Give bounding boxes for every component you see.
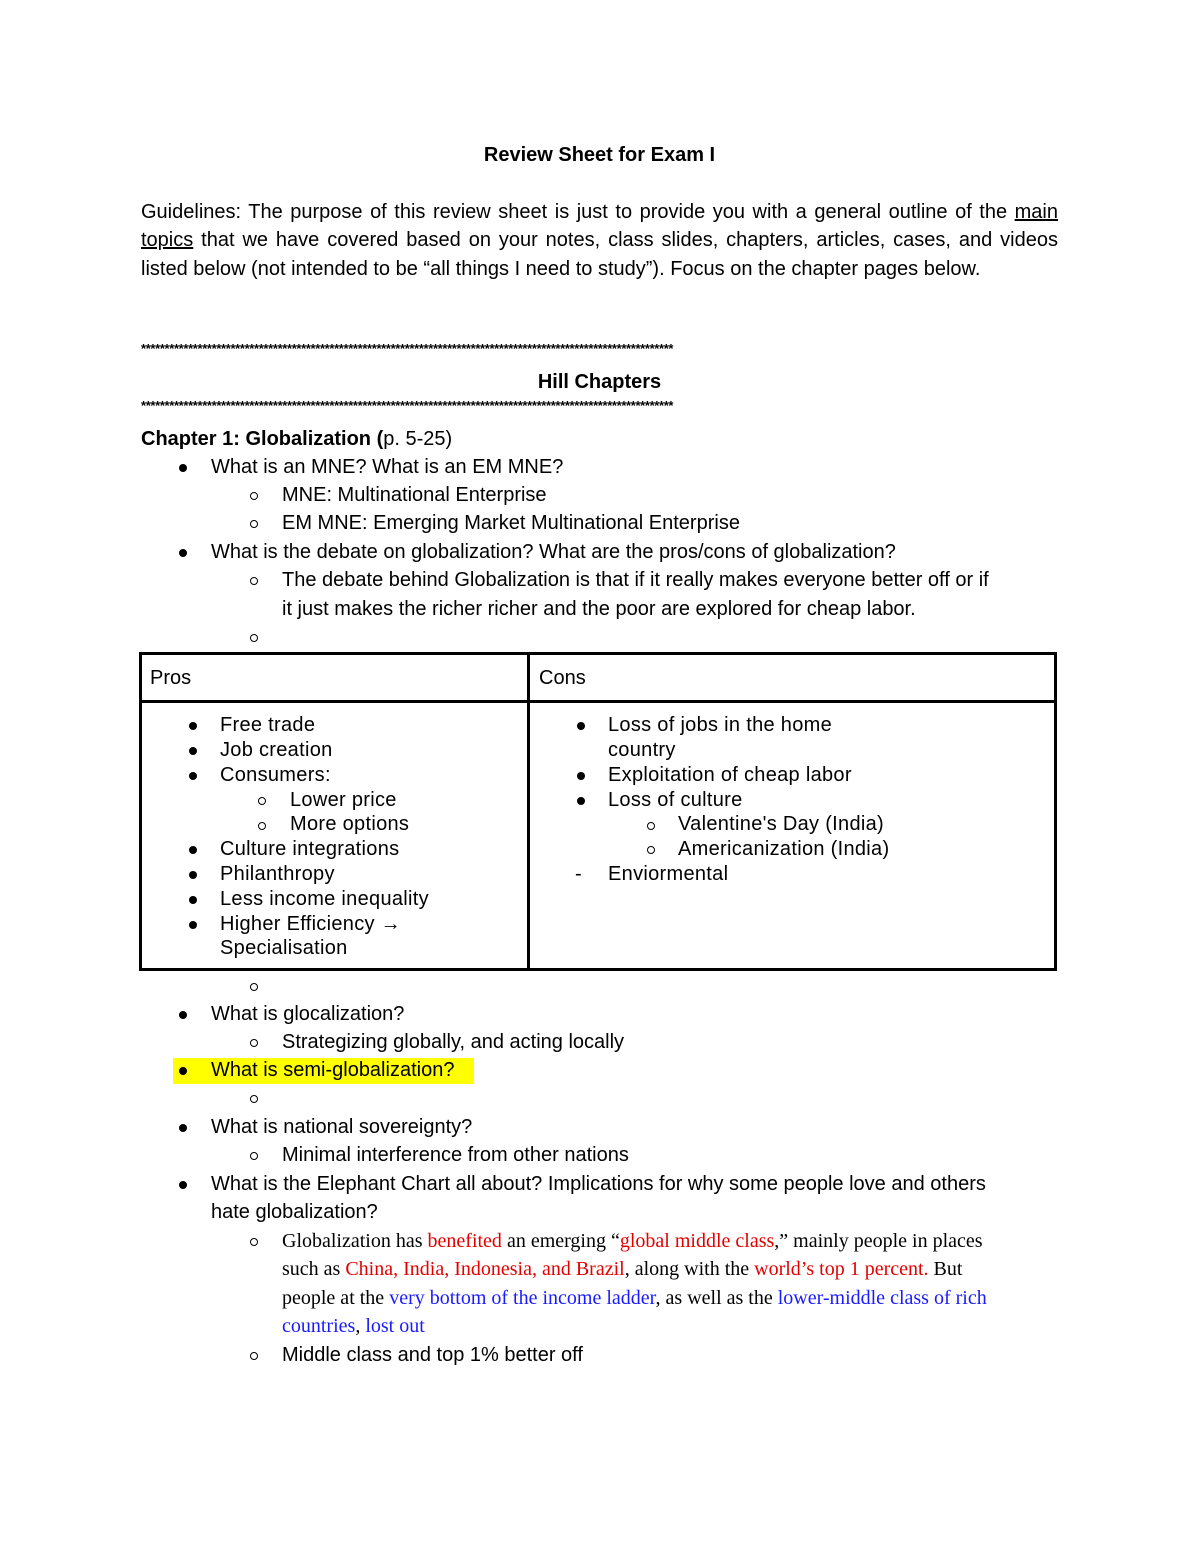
- chapter-heading: [141, 425, 452, 453]
- hollow-bullet-icon: [250, 1352, 258, 1360]
- guidelines-prefix: Guidelines: The purpose of this review sheet is just to provide you with a general outline of the: [141, 201, 1015, 223]
- hollow-bullet-icon: [250, 1152, 258, 1160]
- cons-item: Exploitation of cheap labor: [608, 764, 852, 786]
- list-item: EM MNE: Emerging Market Multinational Enterprise: [282, 512, 740, 534]
- list-item: Strategizing globally, and acting locally: [282, 1031, 625, 1053]
- quote-text: ,” mainly people in places: [774, 1230, 983, 1252]
- cons-header: Cons: [539, 667, 586, 689]
- list-item: What is the Elephant Chart all about? Implications for why some people love and others: [211, 1173, 986, 1195]
- bullet-icon: [179, 1011, 187, 1019]
- quote-red-text: global middle class: [619, 1230, 775, 1252]
- pros-header: Pros: [150, 667, 192, 689]
- elephant-quote-line: [282, 1255, 962, 1283]
- pros-subitem: More options: [290, 813, 410, 835]
- bullet-icon: [179, 464, 187, 472]
- quote-text: Globalization has: [282, 1230, 428, 1252]
- list-item: Middle class and top 1% better off: [282, 1344, 583, 1366]
- list-item: What is glocalization?: [211, 1003, 405, 1025]
- hollow-bullet-icon: [250, 1095, 258, 1103]
- bullet-icon: [179, 1067, 187, 1075]
- chapter-title: Chapter 1: Globalization (: [141, 428, 384, 450]
- cons-subitem: Valentine's Day (India): [678, 813, 885, 835]
- pros-item: Philanthropy: [220, 863, 335, 885]
- quote-text: , along with the: [624, 1258, 755, 1280]
- bullet-icon: [189, 921, 197, 929]
- quote-red-text: world’s top 1 percent.: [754, 1258, 929, 1280]
- pros-item: Job creation: [220, 739, 333, 761]
- pros-item: Specialisation: [220, 937, 348, 959]
- star-divider-bottom: *****************************************************************************************************************: [141, 399, 674, 413]
- table-divider: [142, 700, 1054, 703]
- hollow-bullet-icon: [250, 520, 258, 528]
- pros-subitem: Lower price: [290, 789, 397, 811]
- bullet-icon: [577, 772, 585, 780]
- hollow-bullet-icon: [258, 797, 266, 805]
- hollow-bullet-icon: [250, 577, 258, 585]
- list-item: Minimal interference from other nations: [282, 1144, 629, 1166]
- bullet-icon: [189, 747, 197, 755]
- guidelines-underlined: main topics: [141, 201, 1058, 252]
- pros-item: Consumers:: [220, 764, 331, 786]
- quote-text: people at the: [282, 1287, 390, 1309]
- hollow-bullet-icon: [647, 822, 655, 830]
- list-item: What is the debate on globalization? What are the pros/cons of globalization?: [211, 541, 896, 563]
- hollow-bullet-icon: [250, 1238, 258, 1246]
- cons-item: Loss of culture: [608, 789, 743, 811]
- cons-item: Loss of jobs in the home: [608, 714, 832, 736]
- quote-blue-text: lower-middle class of rich: [777, 1287, 987, 1309]
- hollow-bullet-icon: [250, 634, 258, 642]
- hollow-bullet-icon: [647, 846, 655, 854]
- bullet-icon: [577, 722, 585, 730]
- list-item: What is an MNE? What is an EM MNE?: [211, 456, 564, 478]
- bullet-icon: [189, 871, 197, 879]
- quote-blue-text: countries: [282, 1315, 356, 1337]
- dash-marker: -: [575, 863, 582, 885]
- cons-subitem: Americanization (India): [678, 838, 890, 860]
- bullet-icon: [189, 846, 197, 854]
- quote-text: But: [928, 1258, 963, 1280]
- page-title: Review Sheet for Exam I: [483, 144, 716, 166]
- pros-item: Culture integrations: [220, 838, 400, 860]
- pros-cons-table: [139, 652, 1057, 971]
- pros-item: Less income inequality: [220, 888, 429, 910]
- list-item: hate globalization?: [211, 1201, 378, 1223]
- bullet-icon: [189, 772, 197, 780]
- bullet-icon: [179, 1124, 187, 1132]
- quote-blue-text: lost out: [365, 1315, 425, 1337]
- pros-item: Higher Efficiency →: [220, 913, 401, 935]
- cons-item: country: [608, 739, 676, 761]
- hollow-bullet-icon: [250, 983, 258, 991]
- bullet-icon: [179, 1181, 187, 1189]
- list-item: The debate behind Globalization is that if it really makes everyone better off or if: [282, 569, 989, 591]
- quote-text: such as: [282, 1258, 346, 1280]
- star-divider-top: *****************************************************************************************************************: [141, 342, 674, 356]
- guidelines-suffix: that we have covered based on your notes, class slides, chapters, articles, cases, and videos listed below (not intended to be “all things I need to study”). Focus on the chapter pages below.: [141, 229, 1058, 280]
- quote-blue-text: very bottom of the income ladder: [389, 1287, 656, 1309]
- bullet-icon: [577, 797, 585, 805]
- elephant-quote-line: [282, 1312, 425, 1340]
- quote-red-text: China, India, Indonesia, and Brazil: [345, 1258, 625, 1280]
- list-item: MNE: Multinational Enterprise: [282, 484, 547, 506]
- quote-red-text: benefited: [427, 1230, 502, 1252]
- pros-item: Free trade: [220, 714, 316, 736]
- chapter-pages: p. 5-25): [383, 428, 453, 450]
- elephant-quote-line: [282, 1227, 983, 1255]
- quote-text: ,: [355, 1315, 366, 1337]
- hollow-bullet-icon: [250, 1039, 258, 1047]
- quote-text: an emerging “: [501, 1230, 620, 1252]
- hollow-bullet-icon: [250, 492, 258, 500]
- bullet-icon: [189, 722, 197, 730]
- elephant-quote-line: [282, 1284, 987, 1312]
- quote-text: , as well as the: [655, 1287, 778, 1309]
- bullet-icon: [189, 896, 197, 904]
- list-item-highlighted: What is semi-globalization?: [211, 1059, 455, 1081]
- cons-item: Enviormental: [608, 863, 729, 885]
- guidelines-paragraph: [141, 198, 1058, 283]
- section-title: Hill Chapters: [537, 371, 662, 393]
- list-item: it just makes the richer richer and the poor are explored for cheap labor.: [282, 598, 916, 620]
- hollow-bullet-icon: [258, 822, 266, 830]
- bullet-icon: [179, 549, 187, 557]
- list-item: What is national sovereignty?: [211, 1116, 473, 1138]
